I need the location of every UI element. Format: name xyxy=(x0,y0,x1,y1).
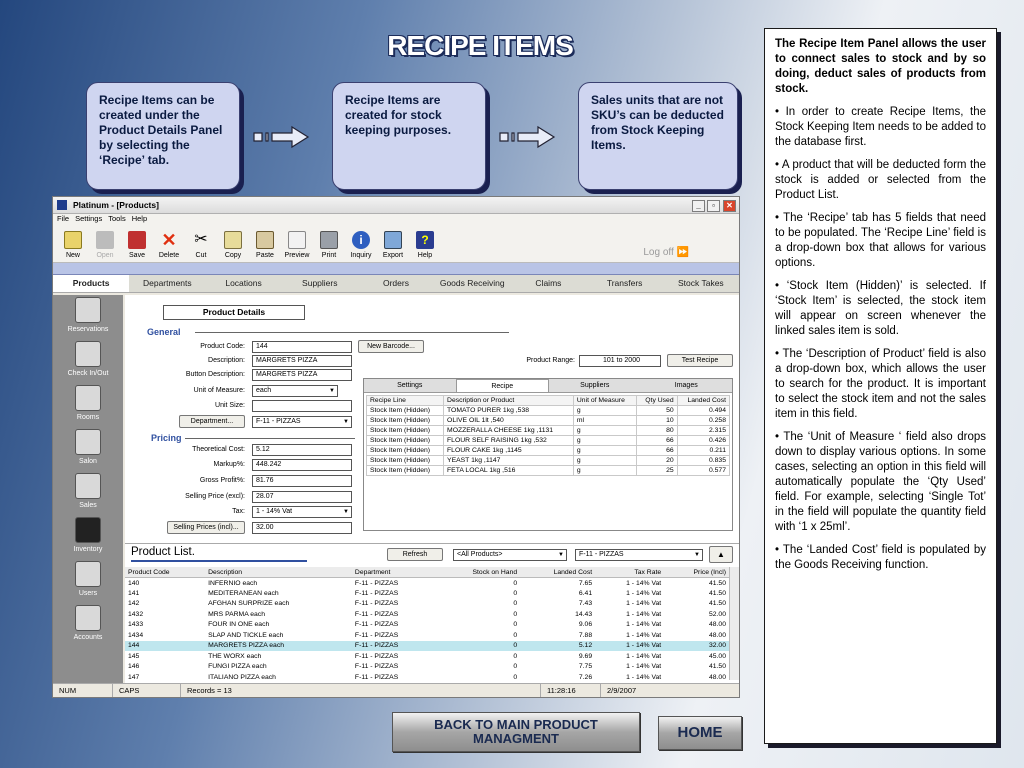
table-cell: 1434 xyxy=(128,631,144,639)
inquiry-button[interactable]: i Inquiry xyxy=(350,233,372,259)
product-code-label: Product Code: xyxy=(200,343,245,350)
table-cell: F-11 - PIZZAS xyxy=(354,673,399,681)
help-button[interactable]: ? Help xyxy=(417,233,433,259)
description-label: Description: xyxy=(208,357,245,364)
table-cell: 48.00 xyxy=(708,621,726,629)
product-details-header: Product Details xyxy=(163,305,305,320)
refresh-button[interactable]: Refresh xyxy=(387,548,443,561)
table-cell: ml xyxy=(573,416,636,426)
status-caps: CAPS xyxy=(113,684,181,697)
table-cell: INFERNIO each xyxy=(208,579,258,587)
window-titlebar xyxy=(53,197,739,214)
table-cell: 142 xyxy=(128,600,140,608)
description-field[interactable]: MARGRETS PIZZA xyxy=(252,355,352,367)
subtabs xyxy=(364,379,732,393)
recipe-row[interactable] xyxy=(367,446,730,456)
separator-band xyxy=(53,263,739,275)
recipe-row[interactable] xyxy=(367,426,730,436)
table-cell: F-11 - PIZZAS xyxy=(354,610,399,618)
table-cell: 9.06 xyxy=(578,621,593,629)
table-cell: 0.426 xyxy=(677,436,729,446)
table-cell: AFGHAN SURPRIZE each xyxy=(208,600,290,608)
save-button[interactable]: Save xyxy=(121,231,153,262)
tab-departments[interactable]: Departments xyxy=(142,278,192,288)
callout-stock-keeping: Recipe Items are created for stock keeping purposes. xyxy=(332,82,486,190)
table-cell: 1 - 14% Vat xyxy=(626,652,662,660)
column-header: Price (Incl) xyxy=(664,567,729,578)
table-cell: 45.00 xyxy=(708,652,726,660)
product-range-label: Product Range: xyxy=(526,357,575,364)
sidebar-item-reservations[interactable]: Reservations xyxy=(53,295,123,339)
table-cell: Stock Item (Hidden) xyxy=(367,456,444,466)
column-header: Stock on Hand xyxy=(435,567,520,578)
table-cell: Stock Item (Hidden) xyxy=(367,436,444,446)
reservations-icon xyxy=(75,297,101,323)
logoff-button[interactable]: Log off ⏩ xyxy=(643,247,689,258)
menu-help[interactable]: Help xyxy=(131,214,148,223)
product-list-title: Product List. xyxy=(131,546,195,558)
sidebar-item-checkin[interactable]: Check In/Out xyxy=(53,339,123,383)
window-title: Platinum - [Products] xyxy=(73,200,159,210)
sidebar xyxy=(53,295,123,683)
recipe-row[interactable] xyxy=(367,436,730,446)
table-cell: 48.00 xyxy=(708,631,726,639)
accounts-icon xyxy=(75,605,101,631)
column-header: Landed Cost xyxy=(520,567,595,578)
menu-tools[interactable]: Tools xyxy=(108,214,126,223)
table-cell: 41.50 xyxy=(708,579,726,587)
subtab-recipe[interactable]: Recipe xyxy=(456,379,550,392)
subtab-images[interactable]: Images xyxy=(674,382,698,389)
table-cell: g xyxy=(573,406,636,416)
test-recipe-button[interactable]: Test Recipe xyxy=(667,354,733,367)
general-section-label: General xyxy=(147,327,181,337)
info-bullet: • A product that will be deducted form the stock is added or selected from the Product List. xyxy=(775,159,986,201)
table-cell: 1 - 14% Vat xyxy=(626,673,662,681)
table-cell: YEAST 1kg ,1147 xyxy=(444,456,574,466)
table-cell: Stock Item (Hidden) xyxy=(367,466,444,476)
copy-button[interactable]: Copy xyxy=(217,231,249,262)
home-button[interactable]: HOME xyxy=(658,716,742,750)
inventory-icon xyxy=(75,517,101,543)
selling-prices-incl-button[interactable]: Selling Prices (incl)... xyxy=(167,521,245,534)
table-cell: 0 xyxy=(513,631,518,639)
table-cell: g xyxy=(573,436,636,446)
slide-title: RECIPE ITEMS xyxy=(387,30,573,61)
tax-dropdown[interactable]: 1 - 14% Vat ▼ xyxy=(252,506,352,518)
unit-size-field[interactable] xyxy=(252,400,352,412)
tax-label: Tax: xyxy=(232,508,245,515)
status-records: Records = 13 xyxy=(181,684,541,697)
selling-price-incl-field[interactable]: 32.00 xyxy=(252,522,352,534)
table-cell: 6.41 xyxy=(578,589,593,597)
recipe-row[interactable] xyxy=(367,466,730,476)
salon-icon xyxy=(75,429,101,455)
divider xyxy=(131,560,307,562)
save-icon xyxy=(128,231,146,249)
markup-field[interactable]: 448.242 xyxy=(252,459,352,471)
status-bar xyxy=(53,683,740,697)
department-button[interactable]: Department... xyxy=(179,415,245,428)
table-cell: 41.50 xyxy=(708,663,726,671)
restore-button[interactable]: ▫ xyxy=(707,200,720,212)
print-button[interactable]: Print xyxy=(313,231,345,262)
menu-bar xyxy=(53,214,739,225)
menu-settings[interactable]: Settings xyxy=(75,214,103,223)
table-cell: 0 xyxy=(513,673,518,681)
table-cell: 7.75 xyxy=(578,663,593,671)
table-cell: F-11 - PIZZAS xyxy=(352,641,435,652)
product-filter-dropdown[interactable]: <All Products> ▼ xyxy=(453,549,567,561)
preview-button[interactable]: Preview xyxy=(281,231,313,262)
table-cell: 141 xyxy=(128,589,140,597)
sidebar-item-users[interactable]: Users xyxy=(53,559,123,603)
tab-products[interactable]: Products xyxy=(53,275,129,292)
column-header: Landed Cost xyxy=(677,396,729,406)
theoretical-cost-label: Theoretical Cost: xyxy=(192,446,245,453)
export-button[interactable]: Export xyxy=(377,231,409,262)
table-cell: 0.211 xyxy=(677,446,729,456)
folder-icon xyxy=(96,231,114,249)
sidebar-item-sales[interactable]: Sales xyxy=(53,471,123,515)
recipe-row[interactable] xyxy=(367,456,730,466)
column-header: Recipe Line xyxy=(367,396,444,406)
table-cell: 0 xyxy=(435,641,520,652)
minimize-button[interactable]: _ xyxy=(692,200,705,212)
table-cell: 1 - 14% Vat xyxy=(626,631,662,639)
table-cell: ITALIANO PIZZA each xyxy=(208,673,276,681)
unit-of-measure-label: Unit of Measure: xyxy=(193,387,245,394)
callout-sales-units: Sales units that are not SKU’s can be deducted from Stock Keeping Items. xyxy=(578,82,738,190)
app-logo-icon xyxy=(57,200,67,210)
column-header: Product Code xyxy=(125,567,205,578)
table-cell: Stock Item (Hidden) xyxy=(367,446,444,456)
table-cell: 1 - 14% Vat xyxy=(626,589,662,597)
table-cell: 140 xyxy=(128,579,140,587)
table-cell: 1 - 14% Vat xyxy=(626,610,662,618)
check-in-icon xyxy=(75,341,101,367)
subtab-settings[interactable]: Settings xyxy=(397,382,423,389)
table-cell: F-11 - PIZZAS xyxy=(354,652,399,660)
table-cell: F-11 - PIZZAS xyxy=(354,579,399,587)
table-row[interactable] xyxy=(125,662,729,673)
close-button[interactable]: ✕ xyxy=(723,200,736,212)
theoretical-cost-field[interactable]: 5.12 xyxy=(252,444,352,456)
table-cell: F-11 - PIZZAS xyxy=(354,631,399,639)
arrow-right-icon xyxy=(498,124,556,150)
table-cell: 41.50 xyxy=(708,589,726,597)
table-cell: 0 xyxy=(513,663,518,671)
table-cell: 7.43 xyxy=(578,600,593,608)
product-list-panel xyxy=(125,543,739,683)
table-row[interactable] xyxy=(125,630,729,641)
table-cell: g xyxy=(573,456,636,466)
toolbar xyxy=(53,225,739,263)
table-cell: 1432 xyxy=(128,610,144,618)
status-time: 11:28:16 xyxy=(541,684,601,697)
sidebar-item-inventory[interactable]: Inventory xyxy=(53,515,123,559)
table-cell: 147 xyxy=(128,673,140,681)
table-row[interactable] xyxy=(125,578,729,589)
status-num: NUM xyxy=(53,684,113,697)
table-cell: Stock Item (Hidden) xyxy=(367,406,444,416)
open-button[interactable]: Open xyxy=(89,231,121,262)
tab-orders[interactable]: Orders xyxy=(382,278,409,288)
printer-icon xyxy=(320,231,338,249)
table-cell: 1 - 14% Vat xyxy=(626,579,662,587)
pricing-section-label: Pricing xyxy=(151,433,182,443)
button-description-label: Button Description: xyxy=(185,371,245,378)
clipboard-icon xyxy=(256,231,274,249)
table-cell: 25 xyxy=(637,466,678,476)
table-cell: 2.315 xyxy=(677,426,729,436)
table-cell: 0 xyxy=(513,652,518,660)
table-cell: 52.00 xyxy=(708,610,726,618)
table-cell: SLAP AND TICKLE each xyxy=(208,631,284,639)
help-question-icon: ? xyxy=(416,231,434,249)
button-description-field[interactable]: MARGRETS PIZZA xyxy=(252,369,352,381)
tab-claims[interactable]: Claims xyxy=(535,278,562,288)
table-cell: 144 xyxy=(125,641,205,652)
recipe-row[interactable] xyxy=(367,416,730,426)
list-scrollbar[interactable] xyxy=(729,567,739,680)
table-cell: 41.50 xyxy=(708,600,726,608)
unit-size-label: Unit Size: xyxy=(215,402,245,409)
menu-file[interactable]: File xyxy=(57,214,70,223)
table-cell: FETA LOCAL 1kg ,516 xyxy=(444,466,574,476)
table-cell: 7.88 xyxy=(578,631,593,639)
table-row[interactable] xyxy=(125,620,729,631)
table-cell: 0 xyxy=(513,579,518,587)
selling-price-excl-field[interactable]: 28.07 xyxy=(252,491,352,503)
table-cell: THE WORX each xyxy=(208,652,262,660)
table-cell: F-11 - PIZZAS xyxy=(354,600,399,608)
gross-profit-label: Gross Profit%: xyxy=(199,477,245,484)
table-cell: F-11 - PIZZAS xyxy=(354,589,399,597)
new-barcode-button[interactable]: New Barcode... xyxy=(358,340,424,353)
department-filter-dropdown[interactable]: F-11 - PIZZAS ▼ xyxy=(575,549,703,561)
column-header: Qty Used xyxy=(637,396,678,406)
table-row[interactable] xyxy=(125,651,729,662)
sidebar-item-accounts[interactable]: Accounts xyxy=(53,603,123,647)
table-cell: FOUR IN ONE each xyxy=(208,621,270,629)
app-window xyxy=(52,196,740,698)
table-cell: 0 xyxy=(513,621,518,629)
table-cell: 7.26 xyxy=(578,673,593,681)
table-cell: F-11 - PIZZAS xyxy=(354,663,399,671)
module-tabs xyxy=(53,275,739,293)
table-cell: OLIVE OIL 1lt ,540 xyxy=(444,416,574,426)
table-cell: 5.12 xyxy=(520,641,595,652)
info-icon: i xyxy=(352,231,370,249)
table-cell: 1433 xyxy=(128,621,144,629)
status-date: 2/9/2007 xyxy=(607,686,637,695)
table-cell: 1 - 14% Vat xyxy=(626,600,662,608)
gross-profit-field[interactable]: 81.76 xyxy=(252,475,352,487)
delete-button[interactable]: ✕ Delete xyxy=(158,230,180,259)
table-cell: 10 xyxy=(637,416,678,426)
table-cell: FLOUR SELF RAISING 1kg ,532 xyxy=(444,436,574,446)
table-cell: g xyxy=(573,446,636,456)
product-list-table xyxy=(125,567,729,683)
info-bullet: • ‘Stock Item (Hidden)’ is selected. If ‘Stock Item’ is selected, the stock item will appear on screen whenever the linked sales item is sold. xyxy=(775,280,986,337)
table-cell: Stock Item (Hidden) xyxy=(367,416,444,426)
table-row[interactable] xyxy=(125,641,729,652)
new-button[interactable]: New xyxy=(57,231,89,262)
table-cell: 1 - 14% Vat xyxy=(595,641,664,652)
paste-button[interactable]: Paste xyxy=(249,231,281,262)
department-dropdown[interactable]: F-11 - PIZZAS ▼ xyxy=(252,416,352,428)
sidebar-item-salon[interactable]: Salon xyxy=(53,427,123,471)
table-cell: 50 xyxy=(637,406,678,416)
rooms-icon xyxy=(75,385,101,411)
product-code-field[interactable]: 144 xyxy=(252,341,352,353)
table-cell: 7.65 xyxy=(578,579,593,587)
tab-suppliers[interactable]: Suppliers xyxy=(302,278,338,288)
info-bullet: • In order to create Recipe Items, the Stock Keeping Item needs to be added to the database first. xyxy=(775,106,986,148)
table-cell: g xyxy=(573,466,636,476)
table-cell: MARGRETS PIZZA each xyxy=(205,641,352,652)
table-cell: g xyxy=(573,426,636,436)
users-icon xyxy=(75,561,101,587)
delete-x-icon: ✕ xyxy=(161,230,177,250)
divider xyxy=(195,332,509,333)
sales-icon xyxy=(75,473,101,499)
info-intro: The Recipe Item Panel allows the user to connect sales to stock and by so doing, deduct sales of products from stock. xyxy=(775,38,986,95)
table-cell: 66 xyxy=(637,446,678,456)
scissors-icon: ✂ xyxy=(194,231,208,248)
table-cell: 14.43 xyxy=(575,610,593,618)
table-cell: 1 - 14% Vat xyxy=(626,621,662,629)
tab-goods-receiving[interactable]: Goods Receiving xyxy=(439,278,505,288)
new-document-icon xyxy=(64,231,82,249)
table-cell: 146 xyxy=(128,663,140,671)
product-range-field[interactable]: 101 to 2000 xyxy=(579,355,661,367)
copy-icon xyxy=(224,231,242,249)
table-cell: 66 xyxy=(637,436,678,446)
info-bullet: • The ‘Unit of Measure ‘ field also drops down to display various options. In some cases, selecting an option in this field will automatically populate the ‘Qty Used’ field. For example, selecting ‘Single Tot’ in the field will populate the quantity field with ‘1 x 25ml’. xyxy=(775,431,986,533)
table-cell: FLOUR CAKE 1kg ,1145 xyxy=(444,446,574,456)
recipe-row[interactable] xyxy=(367,406,730,416)
column-header: Tax Rate xyxy=(595,567,664,578)
back-to-main-button[interactable]: BACK TO MAIN PRODUCT MANAGMENT xyxy=(392,712,640,752)
tab-transfers[interactable]: Transfers xyxy=(606,278,643,288)
table-row[interactable] xyxy=(125,599,729,610)
table-cell: 48.00 xyxy=(708,673,726,681)
tab-locations[interactable]: Locations xyxy=(225,278,262,288)
table-cell: 0.577 xyxy=(677,466,729,476)
table-cell: 0.494 xyxy=(677,406,729,416)
collapse-up-icon[interactable]: ▲ xyxy=(709,546,733,563)
sidebar-item-rooms[interactable]: Rooms xyxy=(53,383,123,427)
column-header: Department xyxy=(352,567,435,578)
table-cell: 1 - 14% Vat xyxy=(626,663,662,671)
table-cell: 145 xyxy=(128,652,140,660)
column-header: Unit of Measure xyxy=(573,396,636,406)
table-cell: TOMATO PURER 1kg ,538 xyxy=(444,406,574,416)
subtab-suppliers[interactable]: Suppliers xyxy=(580,382,610,389)
table-row[interactable] xyxy=(125,672,729,683)
divider xyxy=(185,438,355,439)
selling-price-excl-label: Selling Price (excl): xyxy=(185,493,245,500)
column-header: Description or Product xyxy=(444,396,574,406)
info-bullet: • The ‘Landed Cost’ field is populated by the Goods Receiving function. xyxy=(775,544,986,571)
tab-stock-takes[interactable]: Stock Takes xyxy=(678,278,724,288)
table-cell: F-11 - PIZZAS xyxy=(354,621,399,629)
cut-button[interactable]: ✂ Cut xyxy=(185,231,217,262)
table-cell: MEDITERANEAN each xyxy=(208,589,279,597)
table-cell: 0 xyxy=(513,589,518,597)
table-cell: Stock Item (Hidden) xyxy=(367,426,444,436)
table-cell: 80 xyxy=(637,426,678,436)
unit-of-measure-dropdown[interactable]: each ▼ xyxy=(252,385,338,397)
info-panel xyxy=(764,28,997,744)
export-icon xyxy=(384,231,402,249)
table-cell: FUNGI PIZZA each xyxy=(208,663,267,671)
table-row[interactable] xyxy=(125,609,729,620)
recipe-table xyxy=(366,395,730,476)
table-cell: 0 xyxy=(513,610,518,618)
table-cell: MOZZERALLA CHEESE 1kg ,1131 xyxy=(444,426,574,436)
info-bullet: • The ‘Recipe’ tab has 5 fields that need to be populated. The ‘Recipe Line’ field is a drop-down box that allows for various options. xyxy=(775,212,986,269)
product-details-panel xyxy=(125,295,739,683)
recipe-panel xyxy=(363,378,733,531)
table-cell: 0 xyxy=(513,600,518,608)
arrow-right-icon xyxy=(252,124,310,150)
table-cell: 0.258 xyxy=(677,416,729,426)
table-cell: 0.835 xyxy=(677,456,729,466)
column-header: Description xyxy=(205,567,352,578)
callout-recipe-tab: Recipe Items can be created under the Product Details Panel by selecting the ‘Recipe’ tab. xyxy=(86,82,240,190)
table-cell: 9.69 xyxy=(578,652,593,660)
table-row[interactable] xyxy=(125,588,729,599)
magnifier-icon xyxy=(288,231,306,249)
table-cell: 20 xyxy=(637,456,678,466)
info-bullet: • The ‘Description of Product’ field is also a drop-down box, which allows the user to search for the product. It is important to select the stock item and not the sales item in this field. xyxy=(775,348,986,420)
markup-label: Markup%: xyxy=(213,461,245,468)
table-cell: MRS PARMA each xyxy=(208,610,265,618)
table-cell: 32.00 xyxy=(664,641,729,652)
